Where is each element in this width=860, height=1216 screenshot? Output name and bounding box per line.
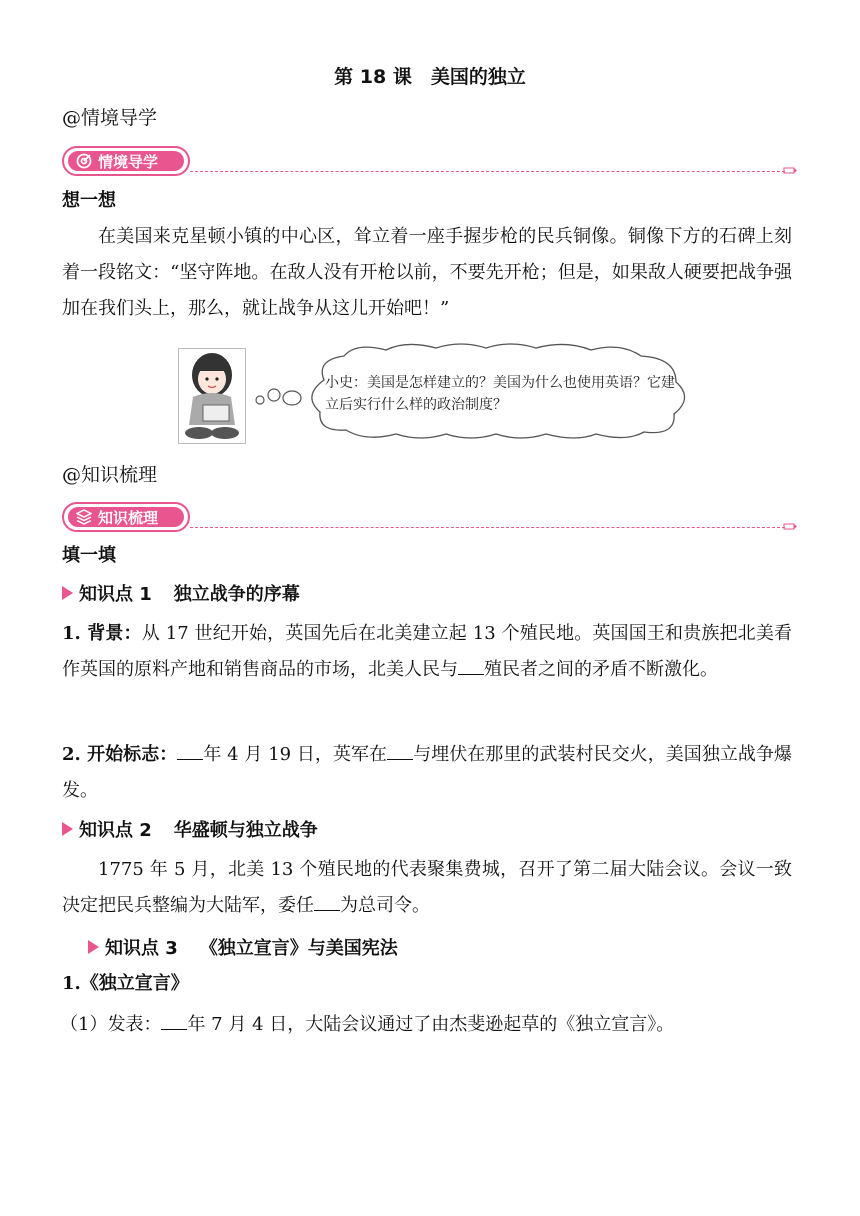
fill-blank[interactable] bbox=[177, 741, 203, 760]
intro-paragraph: 在美国来克星顿小镇的中心区，耸立着一座手握步枪的民兵铜像。铜像下方的石碑上刻着一段铭文：“坚守阵地。在敌人没有开枪以前，不要先开枪；但是，如果敌人硬要把战争强加在我们头上，那么，就让战争从这儿开始吧！” bbox=[62, 226, 792, 319]
section-banner-knowledge bbox=[62, 502, 797, 538]
section-banner-situation bbox=[62, 146, 797, 182]
thought-bubble-text: 小史：美国是怎样建立的？美国为什么也使用英语？它建立后实行什么样的政治制度？ bbox=[325, 375, 675, 413]
section-marker-knowledge: @知识梳理 bbox=[62, 464, 158, 486]
knowledge-point-2-heading: 知识点 2 华盛顿与独立战争 bbox=[62, 816, 318, 842]
target-icon bbox=[76, 153, 92, 169]
section-badge-label: 知识梳理 bbox=[98, 508, 159, 527]
think-heading: 想一想 bbox=[62, 190, 116, 211]
dashed-divider bbox=[190, 527, 785, 528]
kp1-item-background: 1. 背景：从 17 世纪开始，英国先后在北美建立起 13 个殖民地。英国国王和贵族把北美看作英国的原料产地和销售商品的市场，北美人民与 殖民者之间的矛盾不断激化。 bbox=[62, 623, 792, 680]
kp1-item-start: 2. 开始标志： 年 4 月 19 日，英军在 与埋伏在那里的武装村民交火，美国独立战争爆发。 bbox=[62, 737, 792, 809]
girl-reading-illustration bbox=[178, 348, 246, 444]
fill-blank[interactable] bbox=[458, 656, 484, 675]
fill-blank[interactable] bbox=[314, 892, 340, 911]
section-badge bbox=[62, 502, 190, 532]
fill-heading: 填一填 bbox=[62, 545, 116, 566]
fill-blank[interactable] bbox=[161, 1011, 187, 1030]
triangle-bullet-icon bbox=[62, 822, 73, 836]
kp3-sub-publish: （1）发表： 年 7 月 4 日，大陆会议通过了由杰斐逊起草的《独立宣言》。 bbox=[60, 1007, 790, 1043]
triangle-bullet-icon bbox=[88, 940, 99, 954]
knowledge-point-3-heading: 知识点 3 《独立宣言》与美国宪法 bbox=[88, 934, 398, 960]
kp3-item-declaration: 1.《独立宣言》 bbox=[62, 973, 189, 994]
fill-blank[interactable] bbox=[387, 741, 413, 760]
knowledge-point-1-heading: 知识点 1 独立战争的序幕 bbox=[62, 580, 300, 606]
kp2-paragraph: 1775 年 5 月，北美 13 个殖民地的代表聚集费城，召开了第二届大陆会议。会议一致决定把民兵整编为大陆军，委任 为总司令。 bbox=[62, 859, 792, 916]
triangle-bullet-icon bbox=[62, 586, 73, 600]
stack-icon bbox=[76, 509, 92, 525]
section-badge-label: 情境导学 bbox=[98, 152, 159, 171]
page-title: 第 18 课 美国的独立 bbox=[334, 66, 526, 88]
section-marker-situation: @情境导学 bbox=[62, 107, 158, 129]
section-badge bbox=[62, 146, 190, 176]
pencil-icon bbox=[783, 520, 797, 532]
pencil-icon bbox=[783, 164, 797, 176]
dashed-divider bbox=[190, 171, 785, 172]
